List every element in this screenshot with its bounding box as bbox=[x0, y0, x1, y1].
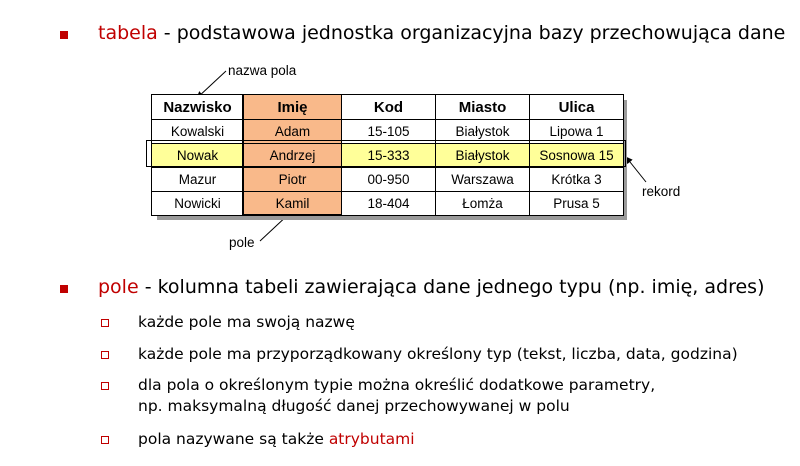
table-cell: Nowicki bbox=[152, 192, 244, 216]
sub-item-line2: np. maksymalną długość danej przechowywanej w polu bbox=[138, 397, 570, 415]
definition-text: - kolumna tabeli zawierająca dane jednego typu (np. imię, adres) bbox=[138, 276, 765, 298]
table-cell: Mazur bbox=[152, 168, 244, 192]
sub-item bbox=[138, 429, 415, 449]
sub-bullet-marker bbox=[101, 436, 109, 444]
sub-bullet-marker bbox=[101, 382, 109, 390]
sub-item: każde pole ma swoją nazwę bbox=[138, 313, 355, 331]
table-cell: Warszawa bbox=[436, 168, 530, 192]
table-cell: 18-404 bbox=[342, 192, 436, 216]
table-cell: Białystok bbox=[436, 120, 530, 144]
table-cell: Kowalski bbox=[152, 120, 244, 144]
callout-field-name: nazwa pola bbox=[228, 63, 297, 78]
table-cell: 15-105 bbox=[342, 120, 436, 144]
table-row bbox=[152, 168, 624, 192]
header-kod: Kod bbox=[342, 95, 436, 120]
table-cell: Kamil bbox=[244, 192, 342, 216]
table-cell: 00-950 bbox=[342, 168, 436, 192]
table-cell: Krótka 3 bbox=[530, 168, 624, 192]
table-cell: Adam bbox=[244, 120, 342, 144]
term-tabela: tabela bbox=[98, 22, 158, 44]
definition-pole bbox=[98, 276, 765, 298]
example-table bbox=[151, 94, 624, 216]
header-nazwisko: Nazwisko bbox=[152, 95, 244, 120]
callout-field: pole bbox=[229, 235, 255, 250]
sub-bullet-marker bbox=[101, 351, 109, 359]
arrow-record bbox=[626, 157, 646, 182]
sub-bullet-marker bbox=[101, 319, 109, 327]
table-cell: Białystok bbox=[436, 144, 530, 168]
table-cell: Nowak bbox=[152, 144, 244, 168]
sub-item-line1: dla pola o określonym typie można określić dodatkowe parametry, bbox=[138, 376, 656, 394]
callout-record: rekord bbox=[642, 184, 681, 199]
sub-item-text: pola nazywane są także bbox=[138, 430, 329, 448]
sub-item: każde pole ma przyporządkowany określony typ (tekst, liczba, data, godzina) bbox=[138, 345, 738, 363]
table-cell: Lipowa 1 bbox=[530, 120, 624, 144]
table-row bbox=[152, 120, 624, 144]
definition-text: - podstawowa jednostka organizacyjna bazy przechowująca dane bbox=[157, 22, 786, 44]
table-cell: Prusa 5 bbox=[530, 192, 624, 216]
table-cell: Sosnowa 15 bbox=[530, 144, 624, 168]
table-row bbox=[152, 192, 624, 216]
table-cell: Łomża bbox=[436, 192, 530, 216]
header-miasto: Miasto bbox=[436, 95, 530, 120]
table-cell: Andrzej bbox=[244, 144, 342, 168]
table-row-record bbox=[152, 144, 624, 168]
table-cell: Piotr bbox=[244, 168, 342, 192]
table-header-row bbox=[152, 95, 624, 120]
table-cell: 15-333 bbox=[342, 144, 436, 168]
term-atrybutami: atrybutami bbox=[328, 430, 415, 448]
bullet-marker bbox=[60, 285, 68, 293]
header-ulica: Ulica bbox=[530, 95, 624, 120]
term-pole: pole bbox=[98, 276, 139, 298]
header-imie: Imię bbox=[244, 95, 342, 120]
